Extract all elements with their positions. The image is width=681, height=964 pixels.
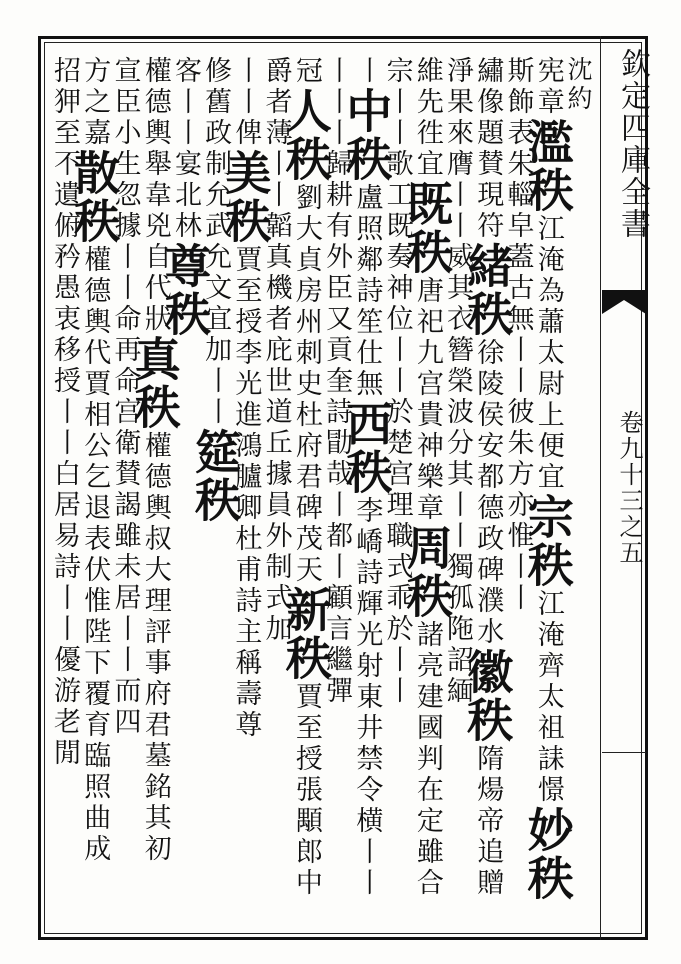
- headword: 尊秩: [157, 242, 212, 338]
- headword: 濫秩: [520, 118, 575, 214]
- text-segment: 隋煬帝追贈: [472, 744, 504, 899]
- text-segment: 尊: [230, 710, 262, 741]
- text-segment: 賈至授張顒郎中: [290, 682, 322, 899]
- text-segment: 丨丨俾: [230, 56, 262, 149]
- text-segment: 淨果來膺丨丨: [442, 56, 474, 242]
- text-segment: 又貢奎詩勖哉丨都丨顧言繼彈: [321, 304, 353, 707]
- text-segment: 宪章: [532, 56, 564, 118]
- text-segment: 維先徃宜: [411, 56, 443, 180]
- book-title: 欽定四庫全書: [615, 48, 650, 240]
- text-column: [44, 56, 84, 769]
- headword: 新秩: [278, 586, 333, 682]
- headword: 散秩: [67, 149, 122, 245]
- text-segment: 冠: [290, 56, 322, 87]
- text-segment: 爵者薄丨丨韜真機者庇世道: [260, 56, 292, 428]
- text-segment: 表朱輜皁蓋古無丨丨: [502, 118, 534, 397]
- text-segment: 杜甫詩主稱壽: [230, 524, 262, 710]
- headword: 美秩: [218, 149, 273, 245]
- fish-tail-mark: [602, 290, 646, 314]
- text-segment: 徐陵侯安都德政碑濮水: [472, 338, 504, 648]
- text-segment: 唐祀九宫貴神樂章: [411, 276, 443, 524]
- text-segment: 繡像題賛現符: [472, 56, 504, 242]
- text-segment: 丨: [321, 56, 353, 87]
- text-segment: 丨: [351, 56, 383, 87]
- headword: 筵秩: [188, 428, 243, 524]
- text-segment: 江淹齊太祖誄憬: [532, 589, 564, 806]
- text-segment: 斯飾: [502, 56, 534, 118]
- headword: 徽秩: [460, 648, 515, 744]
- text-segment: 沈: [564, 56, 593, 85]
- text-segment: 劉大貞房州刺史杜府君碑茂天: [290, 183, 322, 586]
- text-segment: 獨孤陁詔緬: [442, 552, 474, 707]
- text-segment: 制允武允文宜加丨丨: [200, 149, 232, 428]
- headword: 周秩: [399, 524, 454, 620]
- text-segment: 彼朱方亦惟丨丨: [502, 397, 534, 614]
- text-segment: 江淹為蕭太尉上便宜: [532, 214, 564, 493]
- margin-divider: [602, 752, 646, 753]
- text-segment: 權德輿叔大理評事府君墓銘其初: [139, 431, 171, 865]
- text-segment: 宗丨丨: [381, 56, 413, 149]
- text-segment: 權德輿代賈相公乞退表伏惟陛下覆育臨照曲成: [79, 245, 111, 865]
- text-segment: 威其衣簪榮波分其丨丨: [442, 242, 474, 552]
- text-segment: 丨丨歸耕有外臣: [321, 87, 353, 304]
- text-segment: 約: [564, 85, 593, 114]
- text-segment: 盧照鄰詩笙仕無: [351, 183, 383, 400]
- text-segment: 丘據員外制式加: [260, 428, 292, 645]
- text-segment: 招狎至: [49, 56, 80, 149]
- text-segment: 諸亮建國判在定雖合: [411, 620, 443, 899]
- text-segment: 於楚宫理職式乖於丨丨: [381, 397, 413, 707]
- headword: 西秩: [339, 400, 394, 496]
- text-segment: 權德輿舉韋兇自代狀: [139, 56, 171, 335]
- text-segment: 歌工既奏神位丨丨: [381, 149, 413, 397]
- headword: 人秩: [278, 87, 333, 183]
- headword: 真秩: [127, 335, 182, 431]
- text-segment: 命再命宫衛賛謁雖未居丨丨而四: [109, 304, 141, 738]
- text-segment: 方之嘉: [79, 56, 111, 149]
- headword: 中秩: [339, 87, 394, 183]
- headword: 緒秩: [460, 242, 515, 338]
- text-segment: 客丨丨宴北林: [169, 56, 201, 242]
- text-segment: 李嶠詩輝光射東井禁令横丨丨: [351, 496, 383, 899]
- headword: 妙秩: [520, 806, 575, 902]
- headword: 宗秩: [520, 493, 575, 589]
- text-segment: 宣臣小生忽據丨丨: [109, 56, 141, 304]
- text-segment: 賈至授李光進鴻臚卿: [230, 245, 262, 524]
- text-segment: 修舊政: [200, 56, 232, 149]
- text-segment: 不遺俯矜愚衷移授丨丨白居易詩丨丨優游老閒: [49, 149, 80, 769]
- volume-label: 卷九十三之五: [615, 410, 643, 566]
- headword: 既秩: [399, 180, 454, 276]
